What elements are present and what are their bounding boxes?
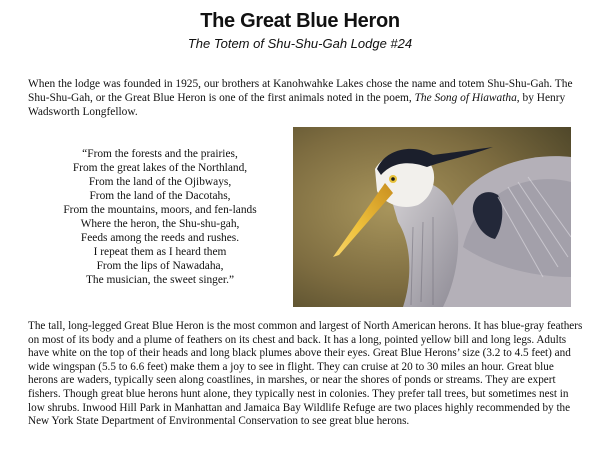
intro-text-start: When the lodge was founded in 1925, our brothers at Kanohwahke Lakes chose the name and totem Shu-Shu-Gah. The Shu-Shu-Gah, or the Great Blue Heron is one of the first animals noted in the poem, <box>28 78 573 104</box>
poem-line: From the great lakes of the Northland, <box>72 162 248 174</box>
page-title: The Great Blue Heron <box>200 10 400 32</box>
poem-line: “From the forests and the prairies, <box>82 148 238 160</box>
intro-paragraph <box>28 77 588 119</box>
poem-line: I repeat them as I heard them <box>93 246 227 258</box>
page-subtitle: The Totem of Shu-Shu-Gah Lodge #24 <box>187 36 413 51</box>
heron-illustration <box>293 127 571 307</box>
poem-excerpt <box>44 147 276 287</box>
heron-pupil <box>391 177 395 181</box>
poem-line: The musician, the sweet singer.” <box>85 274 235 286</box>
poem-line: From the lips of Nawadaha, <box>96 260 224 272</box>
poem-line: Feeds among the reeds and rushes. <box>80 232 240 244</box>
poem-line: From the land of the Dacotahs, <box>89 190 231 202</box>
poem-line: From the mountains, moors, and fen-lands <box>63 204 257 216</box>
body-paragraph: The tall, long-legged Great Blue Heron is the most common and largest of North American herons. It has blue-gray feathers on most of its body and a plume of feathers on its chest and back. It has a long, pointed yellow bill and long legs. Adults have white on the top of their heads and long black plumes above their eyes. Great Blue Herons’ size (3.2 to 4.5 feet) and wide wingspan (5.5 to 6.6 feet) make them a joy to see in flight. They can cruise at 20 to 30 miles an hour. Great blue herons are waders, typically seen along coastlines, in marshes, or near the shores of ponds or streams. They are expert fishers. Though great blue herons hunt alone, they typically nest in colonies. They prefer tall trees, but sometimes nest in low shrubs. Inwood Hill Park in Manhattan and Jamaica Bay Wildlife Refuge are two places highly recommended by the New York State Department of Environmental Conservation to see great blue herons. <box>28 320 583 428</box>
intro-text-end: , by Henry Wadsworth Longfellow. <box>28 92 566 118</box>
poem-line: From the land of the Ojibways, <box>88 176 232 188</box>
poem-title: The Song of Hiawatha <box>414 92 517 104</box>
heron-photo <box>293 127 571 307</box>
poem-line: Where the heron, the Shu-shu-gah, <box>80 218 240 230</box>
